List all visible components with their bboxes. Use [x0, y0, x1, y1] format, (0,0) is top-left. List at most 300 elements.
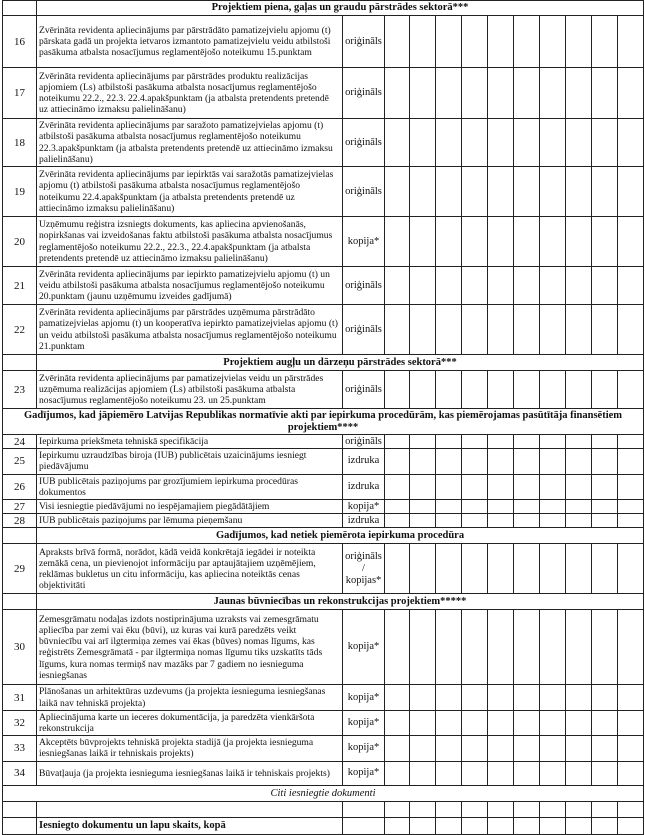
check-cell[interactable] [410, 435, 436, 449]
row-number: 16 [3, 16, 37, 68]
check-cell[interactable] [436, 761, 462, 785]
check-cell[interactable] [410, 119, 436, 167]
check-cell[interactable] [488, 119, 514, 167]
check-cell[interactable] [385, 68, 410, 119]
check-cell[interactable] [566, 305, 592, 355]
check-cell[interactable] [488, 474, 514, 499]
check-cell[interactable] [462, 500, 488, 514]
check-cell[interactable] [566, 500, 592, 514]
check-cell[interactable] [514, 217, 540, 267]
document-description: IUB publicētais paziņojums par lēmuma pieņemšanu [37, 514, 343, 528]
row-number: 34 [3, 761, 37, 785]
section-title: Jaunas būvniecības un rekonstrukcijas projektiem***** [37, 594, 644, 610]
check-cell[interactable] [462, 685, 488, 710]
check-cell[interactable] [618, 801, 644, 817]
document-description: Zvērināta revidenta apliecinājums par iepirktās vai saražotās pamatizejvielas apjomu (t) atbilstoši pasākuma atbalsta nosacījumus reglamentējošo noteikumu 22.4.apakšpunktam (ja atbalsta pretendents pretendē uz attiecināmo izmaksu palielināšanu) [37, 167, 343, 217]
check-cell[interactable] [566, 710, 592, 735]
row-number: 22 [3, 305, 37, 355]
check-cell[interactable] [436, 500, 462, 514]
check-cell[interactable] [410, 500, 436, 514]
check-cell[interactable] [410, 68, 436, 119]
check-cell[interactable] [540, 610, 566, 685]
check-cell[interactable] [410, 217, 436, 267]
check-cell[interactable] [385, 817, 410, 834]
table-row [3, 710, 644, 735]
check-cell[interactable] [436, 736, 462, 761]
check-cell[interactable] [488, 16, 514, 68]
check-cell[interactable] [618, 514, 644, 528]
check-cell[interactable] [592, 500, 618, 514]
check-cell[interactable] [488, 801, 514, 817]
check-cell[interactable] [540, 514, 566, 528]
check-cell[interactable] [514, 761, 540, 785]
section-header-row [3, 1, 644, 16]
check-cell[interactable] [436, 16, 462, 68]
check-cell[interactable] [436, 305, 462, 355]
document-description: Zvērināta revidenta apliecinājums par saražoto pamatizejvielas apjomu (t) atbilstoši pasākuma atbalsta nosacījumus reglamentējošo noteikumu 22.3.apakšpunktam (ja atbalsta pretendents pretendē uz attiecināmo izmaksu palielināšanu) [37, 119, 343, 167]
document-description: Zvērināta revidenta apliecinājums par iepirkto pamatizejvielu apjomu (t) un veidu atbilstoši pasākuma atbalsta nosacījumus reglamentējošo noteikumu 20.punktam (jaunu uzņēmumu izveides gadījumā) [37, 267, 343, 305]
table-row [3, 449, 644, 474]
check-cell[interactable] [514, 167, 540, 217]
check-cell[interactable] [410, 801, 436, 817]
check-cell[interactable] [618, 500, 644, 514]
table-row [3, 761, 644, 785]
check-cell[interactable] [618, 305, 644, 355]
check-cell[interactable] [566, 68, 592, 119]
document-description: Zvērināta revidenta apliecinājums par pamatizejvielas veidu un pārstrādes uzņēmuma realizācijas apjomiem (Ls) atbilstoši pasākuma atbalsta nosacījumus reglamentējošo noteikumu 23. un 25.punktam [37, 371, 343, 409]
check-cell[interactable] [566, 514, 592, 528]
check-cell[interactable] [385, 801, 410, 817]
check-cell[interactable] [618, 610, 644, 685]
section-header-row [3, 594, 644, 610]
check-cell[interactable] [514, 474, 540, 499]
document-type: kopija* [343, 217, 385, 267]
document-description: Plānošanas un arhitektūras uzdevums (ja projekta iesnieguma iesniegšanas laikā nav tehniskā projekta) [37, 685, 343, 710]
check-cell[interactable] [514, 16, 540, 68]
check-cell[interactable] [436, 68, 462, 119]
table-row [3, 736, 644, 761]
document-type: kopija* [343, 710, 385, 735]
check-cell[interactable] [540, 267, 566, 305]
check-cell[interactable] [385, 710, 410, 735]
check-cell[interactable] [385, 761, 410, 785]
check-cell[interactable] [566, 685, 592, 710]
other-documents-label: Citi iesniegtie dokumenti [3, 785, 644, 801]
check-cell[interactable] [618, 710, 644, 735]
check-cell[interactable] [592, 305, 618, 355]
document-description: Visi iesniegtie piedāvājumi no iespējamajiem piegādātājiem [37, 500, 343, 514]
check-cell[interactable] [514, 435, 540, 449]
total-row [3, 817, 644, 834]
check-cell[interactable] [540, 167, 566, 217]
check-cell[interactable] [540, 736, 566, 761]
document-type-line: oriģināls [345, 550, 382, 562]
document-type: oriģināls [343, 16, 385, 68]
check-cell[interactable] [540, 474, 566, 499]
check-cell[interactable] [488, 610, 514, 685]
row-number: 30 [3, 610, 37, 685]
table-row [3, 685, 644, 710]
check-cell[interactable] [436, 167, 462, 217]
check-cell[interactable] [514, 500, 540, 514]
check-cell[interactable] [410, 544, 436, 594]
row-number: 23 [3, 371, 37, 409]
document-description: Uzņēmumu reģistra izsniegts dokuments, kas apliecina apvienošanās, nopirkšanas vai izveidošanas faktu atbilstoši pasākuma atbalsta nosacījumus reglamentējošo noteikumu 22.2., 22.3., 22.4.apakšpunktam (ja atbalsta pretendents pretendē uz attiecināmo izmaksu palielināšanu) [37, 217, 343, 267]
row-number: 20 [3, 217, 37, 267]
check-cell[interactable] [410, 710, 436, 735]
check-cell[interactable] [514, 371, 540, 409]
check-cell[interactable] [540, 761, 566, 785]
check-cell[interactable] [436, 610, 462, 685]
check-cell[interactable] [436, 119, 462, 167]
check-cell[interactable] [488, 544, 514, 594]
check-cell[interactable] [436, 544, 462, 594]
check-cell[interactable] [385, 305, 410, 355]
check-cell[interactable] [488, 371, 514, 409]
check-cell[interactable] [385, 371, 410, 409]
document-type: izdruka [343, 474, 385, 499]
row-number: 21 [3, 267, 37, 305]
check-cell[interactable] [618, 68, 644, 119]
check-cell[interactable] [618, 817, 644, 834]
table-row [3, 500, 644, 514]
document-type[interactable] [343, 801, 385, 817]
check-cell[interactable] [566, 544, 592, 594]
document-type-line: / [362, 562, 365, 574]
document-type: oriģināls [343, 371, 385, 409]
check-cell[interactable] [488, 500, 514, 514]
section-header-row [3, 528, 644, 544]
check-cell[interactable] [436, 801, 462, 817]
check-cell[interactable] [410, 305, 436, 355]
check-cell[interactable] [385, 119, 410, 167]
check-cell[interactable] [436, 267, 462, 305]
check-cell[interactable] [436, 514, 462, 528]
check-cell[interactable] [385, 685, 410, 710]
section-title: Projektiem augļu un dārzeņu pārstrādes sektorā*** [37, 355, 644, 371]
document-type: kopija* [343, 736, 385, 761]
document-type: kopija* [343, 610, 385, 685]
check-cell[interactable] [592, 449, 618, 474]
row-number: 18 [3, 119, 37, 167]
check-cell[interactable] [592, 68, 618, 119]
check-cell[interactable] [488, 217, 514, 267]
check-cell[interactable] [618, 449, 644, 474]
check-cell[interactable] [592, 167, 618, 217]
check-cell[interactable] [385, 610, 410, 685]
document-description: Zvērināta revidenta apliecinājums par pārstrādes uzņēmuma pārstrādāto pamatizejvielas apjomu (t) un kooperatīva iepirkto pamatizejvielas apjomu (t) un veidu atbilstoši pasākuma atbalsta nosacījumus reglamentējošo noteikumu 21.punktam [37, 305, 343, 355]
check-cell[interactable] [514, 514, 540, 528]
check-cell[interactable] [618, 371, 644, 409]
check-cell[interactable] [514, 544, 540, 594]
check-cell[interactable] [592, 371, 618, 409]
check-cell[interactable] [592, 217, 618, 267]
row-number: 31 [3, 685, 37, 710]
check-cell[interactable] [566, 435, 592, 449]
document-type: oriģināls [343, 267, 385, 305]
check-cell[interactable] [514, 610, 540, 685]
table-row [3, 217, 644, 267]
check-cell[interactable] [592, 514, 618, 528]
check-cell[interactable] [540, 685, 566, 710]
document-type: oriģināls [343, 167, 385, 217]
check-cell[interactable] [462, 217, 488, 267]
check-cell[interactable] [618, 267, 644, 305]
check-cell[interactable] [462, 68, 488, 119]
check-cell[interactable] [410, 817, 436, 834]
check-cell[interactable] [410, 449, 436, 474]
section-header-row [3, 409, 644, 435]
check-cell[interactable] [436, 710, 462, 735]
check-cell[interactable] [385, 16, 410, 68]
check-cell[interactable] [592, 710, 618, 735]
check-cell[interactable] [514, 685, 540, 710]
check-cell[interactable] [592, 474, 618, 499]
check-cell[interactable] [566, 817, 592, 834]
check-cell[interactable] [592, 761, 618, 785]
check-cell[interactable] [462, 801, 488, 817]
document-type: kopija* [343, 761, 385, 785]
check-cell[interactable] [592, 435, 618, 449]
check-cell[interactable] [618, 761, 644, 785]
document-type-line: kopijas* [345, 574, 382, 586]
documents-table [2, 0, 644, 835]
check-cell[interactable] [592, 736, 618, 761]
row-number: 19 [3, 167, 37, 217]
check-cell[interactable] [436, 435, 462, 449]
check-cell[interactable] [488, 435, 514, 449]
check-cell[interactable] [540, 817, 566, 834]
check-cell[interactable] [514, 267, 540, 305]
check-cell[interactable] [462, 710, 488, 735]
check-cell[interactable] [385, 544, 410, 594]
document-type: kopija* [343, 500, 385, 514]
total-label: Iesniegto dokumentu un lapu skaits, kopā [37, 817, 343, 834]
document-type: oriģināls [343, 305, 385, 355]
check-cell[interactable] [618, 16, 644, 68]
check-cell[interactable] [436, 449, 462, 474]
check-cell[interactable] [540, 16, 566, 68]
check-cell[interactable] [540, 119, 566, 167]
check-cell[interactable] [514, 801, 540, 817]
check-cell[interactable] [540, 435, 566, 449]
check-cell[interactable] [462, 435, 488, 449]
check-cell[interactable] [385, 474, 410, 499]
check-cell[interactable] [410, 371, 436, 409]
check-cell[interactable] [592, 267, 618, 305]
check-cell[interactable] [514, 119, 540, 167]
document-description: Zvērināta revidenta apliecinājums par pārstrādāto pamatizejvielu apjomu (t) pārskata gadā un projekta ietvaros izmantoto pamatizejvielu veidu atbilstoši pasākuma atbalsta nosacījumus reglamentējošo noteikumu 15.punktam [37, 16, 343, 68]
check-cell[interactable] [410, 16, 436, 68]
check-cell[interactable] [488, 710, 514, 735]
check-cell[interactable] [540, 68, 566, 119]
check-cell[interactable] [540, 710, 566, 735]
row-number: 27 [3, 500, 37, 514]
check-cell[interactable] [592, 801, 618, 817]
check-cell[interactable] [488, 449, 514, 474]
check-cell[interactable] [462, 544, 488, 594]
check-cell[interactable] [385, 449, 410, 474]
check-cell[interactable] [618, 435, 644, 449]
check-cell[interactable] [618, 119, 644, 167]
table-row [3, 267, 644, 305]
check-cell[interactable] [462, 610, 488, 685]
check-cell[interactable] [436, 685, 462, 710]
check-cell[interactable] [566, 167, 592, 217]
check-cell[interactable] [385, 514, 410, 528]
check-cell[interactable] [410, 761, 436, 785]
check-cell[interactable] [488, 167, 514, 217]
check-cell[interactable] [618, 474, 644, 499]
table-row [3, 435, 644, 449]
row-number: 26 [3, 474, 37, 499]
document-description: Apliecinājuma karte un ieceres dokumentācija, ja paredzēta vienkāršota rekonstrukcija [37, 710, 343, 735]
check-cell[interactable] [540, 801, 566, 817]
check-cell[interactable] [462, 514, 488, 528]
document-type: oriģināls [343, 435, 385, 449]
check-cell[interactable] [488, 305, 514, 355]
section-header-row [3, 355, 644, 371]
check-cell[interactable] [436, 371, 462, 409]
check-cell[interactable] [566, 449, 592, 474]
document-description: Iepirkumu uzraudzības biroja (IUB) publicētais uzaicinājums iesniegt piedāvājumu [37, 449, 343, 474]
check-cell[interactable] [618, 736, 644, 761]
document-description: Būvatļauja (ja projekta iesnieguma iesniegšanas laikā ir tehniskais projekts) [37, 761, 343, 785]
document-description: Zemesgrāmatu nodaļas izdots nostiprinājuma uzraksts vai zemesgrāmatu apliecība par zemi vai ēku (būvi), uz kuras vai kurā paredzēts veikt būvniecību vai arī ilgtermiņa zemes vai ēkas (būves) nomas līgums, kas reģistrēts Zemesgrāmatā - par ilgtermiņa nomas līgumu tiks uzskatīts tāds līgums, kura nomas termiņš nav mazāks par 7 gadiem no iesnieguma iesniegšanas [37, 610, 343, 685]
check-cell[interactable] [436, 817, 462, 834]
check-cell[interactable] [410, 167, 436, 217]
check-cell[interactable] [566, 371, 592, 409]
check-cell[interactable] [540, 217, 566, 267]
check-cell[interactable] [618, 685, 644, 710]
check-cell[interactable] [514, 736, 540, 761]
check-cell[interactable] [436, 217, 462, 267]
total-type-cell[interactable] [343, 817, 385, 834]
table-row [3, 801, 644, 817]
section-title: Gadījumos, kad netiek piemērota iepirkuma procedūra [37, 528, 644, 544]
check-cell[interactable] [566, 736, 592, 761]
check-cell[interactable] [410, 267, 436, 305]
table-row [3, 68, 644, 119]
document-type: kopija* [343, 685, 385, 710]
check-cell[interactable] [462, 167, 488, 217]
check-cell[interactable] [462, 449, 488, 474]
check-cell[interactable] [566, 761, 592, 785]
table-row [3, 16, 644, 68]
check-cell[interactable] [462, 736, 488, 761]
document-type: izdruka [343, 449, 385, 474]
check-cell[interactable] [462, 305, 488, 355]
document-type: oriģināls [343, 119, 385, 167]
document-type [343, 544, 385, 594]
check-cell[interactable] [410, 514, 436, 528]
check-cell[interactable] [618, 217, 644, 267]
document-description: Zvērināta revidenta apliecinājums par pārstrādes produktu realizācijas apjomiem (Ls) atbilstoši pasākuma atbalsta nosacījumus reglamentējošo noteikumu 22.2., 22.3. 22.4.apakšpunktam (ja atbalsta pretendents pretendē uz attiecināmo izmaksu palielināšanu) [37, 68, 343, 119]
check-cell[interactable] [540, 305, 566, 355]
check-cell[interactable] [385, 500, 410, 514]
check-cell[interactable] [385, 217, 410, 267]
document-description: Akceptēts būvprojekts tehniskā projekta stadijā (ja projekta iesnieguma iesniegšanas laikā ir tehniskais projekts) [37, 736, 343, 761]
row-number: 24 [3, 435, 37, 449]
check-cell[interactable] [592, 16, 618, 68]
check-cell[interactable] [488, 514, 514, 528]
row-number: 33 [3, 736, 37, 761]
check-cell[interactable] [618, 544, 644, 594]
check-cell[interactable] [566, 267, 592, 305]
check-cell[interactable] [462, 119, 488, 167]
document-type: izdruka [343, 514, 385, 528]
check-cell[interactable] [462, 817, 488, 834]
check-cell[interactable] [488, 685, 514, 710]
check-cell[interactable] [566, 217, 592, 267]
table-row [3, 371, 644, 409]
check-cell[interactable] [385, 736, 410, 761]
document-description: IUB publicētais paziņojums par grozījumiem iepirkuma procedūras dokumentos [37, 474, 343, 499]
check-cell[interactable] [540, 500, 566, 514]
check-cell[interactable] [592, 544, 618, 594]
check-cell[interactable] [514, 449, 540, 474]
check-cell[interactable] [462, 474, 488, 499]
check-cell[interactable] [540, 371, 566, 409]
check-cell[interactable] [514, 305, 540, 355]
check-cell[interactable] [436, 474, 462, 499]
row-number: 29 [3, 544, 37, 594]
document-type: oriģināls [343, 68, 385, 119]
check-cell[interactable] [514, 68, 540, 119]
section-title: Projektiem piena, gaļas un graudu pārstrādes sektorā*** [37, 1, 644, 16]
document-description[interactable] [37, 801, 343, 817]
check-cell[interactable] [488, 267, 514, 305]
check-cell[interactable] [410, 685, 436, 710]
check-cell[interactable] [462, 267, 488, 305]
check-cell[interactable] [566, 119, 592, 167]
check-cell[interactable] [540, 449, 566, 474]
check-cell[interactable] [566, 610, 592, 685]
check-cell[interactable] [385, 435, 410, 449]
check-cell[interactable] [488, 68, 514, 119]
check-cell[interactable] [488, 736, 514, 761]
check-cell[interactable] [462, 761, 488, 785]
table-row [3, 514, 644, 528]
check-cell[interactable] [592, 119, 618, 167]
check-cell[interactable] [410, 736, 436, 761]
check-cell[interactable] [410, 610, 436, 685]
check-cell[interactable] [385, 267, 410, 305]
check-cell[interactable] [592, 817, 618, 834]
document-description: Apraksts brīvā formā, norādot, kādā veidā konkrētajā iegādei ir noteikta zemākā cena, un pievienojot informāciju par aptaujātajiem uzņēmējiem, reklāmas bukletus un citu informāciju, kas apliecina noteiktās cenas objektivitāti [37, 544, 343, 594]
check-cell[interactable] [462, 16, 488, 68]
document-description: Iepirkuma priekšmeta tehniskā specifikācija [37, 435, 343, 449]
check-cell[interactable] [488, 761, 514, 785]
check-cell[interactable] [488, 817, 514, 834]
check-cell[interactable] [618, 167, 644, 217]
table-row [3, 610, 644, 685]
check-cell[interactable] [540, 544, 566, 594]
table-row [3, 305, 644, 355]
check-cell[interactable] [592, 610, 618, 685]
check-cell[interactable] [410, 474, 436, 499]
other-documents-row [3, 785, 644, 801]
check-cell[interactable] [462, 371, 488, 409]
check-cell[interactable] [514, 710, 540, 735]
check-cell[interactable] [566, 801, 592, 817]
table-row [3, 167, 644, 217]
check-cell[interactable] [592, 685, 618, 710]
check-cell[interactable] [385, 167, 410, 217]
check-cell[interactable] [566, 474, 592, 499]
check-cell[interactable] [514, 817, 540, 834]
check-cell[interactable] [566, 16, 592, 68]
